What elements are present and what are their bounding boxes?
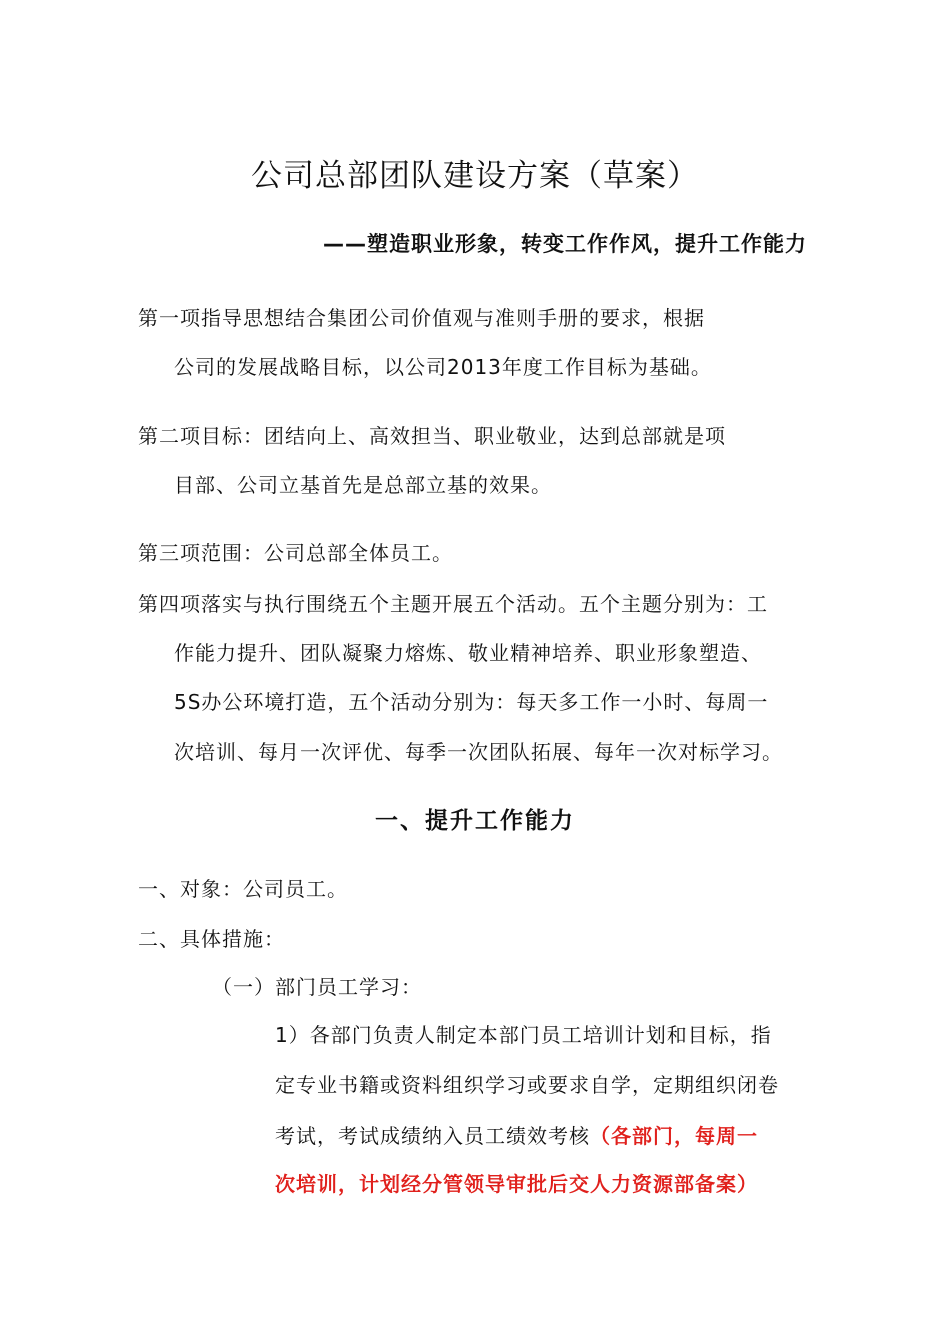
subsection-heading: （一）部门员工学习： [212, 975, 422, 999]
para1-line2: 定专业书籍或资料组织学习或要求自学，定期组织闭卷 [275, 1073, 779, 1097]
item4-line3: 5S办公环境打造，五个活动分别为：每天多工作一小时、每周一 [174, 690, 769, 714]
item4-line4: 次培训、每月一次评优、每季一次团队拓展、每年一次对标学习。 [174, 740, 783, 764]
item3-line1: 第三项范围：公司总部全体员工。 [138, 541, 453, 565]
document-subtitle: ——塑造职业形象，转变工作作风，提升工作能力 [323, 232, 807, 256]
para1-line1: 1）各部门负责人制定本部门员工培训计划和目标，指 [275, 1023, 772, 1047]
document-title: 公司总部团队建设方案（草案） [251, 158, 699, 194]
target-line: 一、对象：公司员工。 [138, 877, 348, 901]
para1-line3-note: （各部门，每周一 [590, 1124, 758, 1148]
measures-line: 二、具体措施： [138, 927, 285, 951]
item2-line1: 第二项目标：团结向上、高效担当、职业敬业，达到总部就是项 [138, 424, 726, 448]
para1-line4-note: 次培训，计划经分管领导审批后交人力资源部备案） [275, 1172, 758, 1196]
item4-line1: 第四项落实与执行围绕五个主题开展五个活动。五个主题分别为：工 [138, 592, 768, 616]
item1-line2: 公司的发展战略目标，以公司2013年度工作目标为基础。 [174, 355, 712, 379]
item4-line2: 作能力提升、团队凝聚力熔炼、敬业精神培养、职业形象塑造、 [174, 641, 762, 665]
item2-line2: 目部、公司立基首先是总部立基的效果。 [174, 473, 552, 497]
section-heading: 一、提升工作能力 [375, 808, 575, 834]
item1-line1: 第一项指导思想结合集团公司价值观与准则手册的要求，根据 [138, 306, 705, 330]
para1-line3-text: 考试，考试成绩纳入员工绩效考核 [275, 1124, 590, 1148]
para1-line3 [275, 1120, 758, 1149]
